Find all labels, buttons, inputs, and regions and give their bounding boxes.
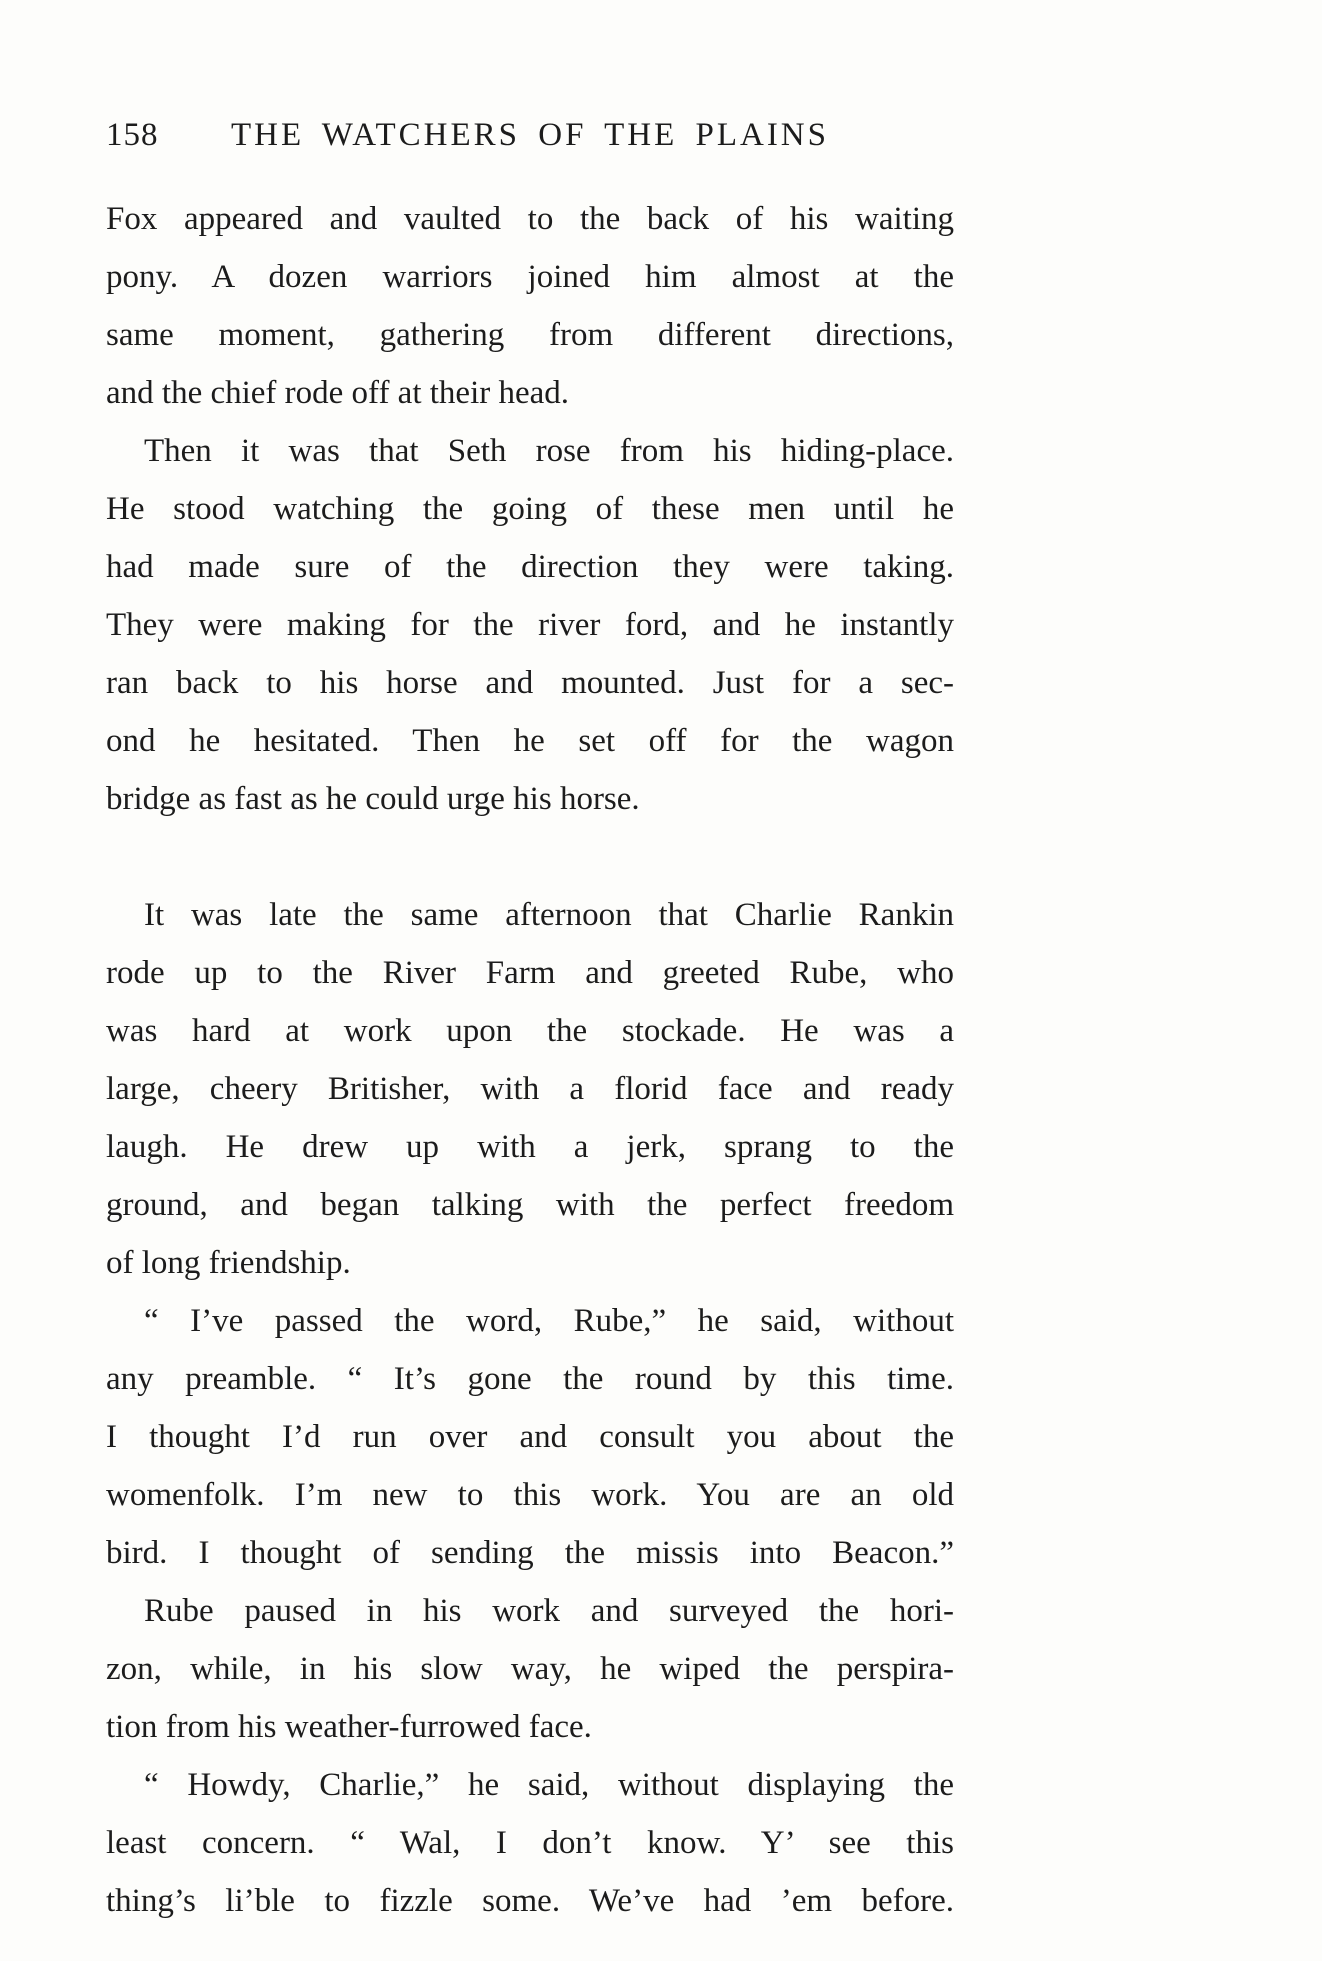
text-line: any preamble. “ It’s gone the round by this time. [106, 1361, 954, 1397]
text-line: ond he hesitated. Then he set off for the wagon [106, 723, 954, 759]
text-line: bird. I thought of sending the missis into Beacon.” [106, 1535, 954, 1571]
text-line: Fox appeared and vaulted to the back of his waiting [106, 201, 954, 237]
text-line: large, cheery Britisher, with a florid face and ready [106, 1071, 954, 1107]
text-line: rode up to the River Farm and greeted Rube, who [106, 955, 954, 991]
text-line: ground, and began talking with the perfect freedom [106, 1187, 954, 1223]
running-title: THE WATCHERS OF THE PLAINS [231, 117, 829, 153]
text-line: thing’s li’ble to fizzle some. We’ve had ’em before. [106, 1883, 954, 1919]
text-line: They were making for the river ford, and he instantly [106, 607, 954, 643]
text-line: Rube paused in his work and surveyed the hori- [144, 1593, 954, 1629]
page-content [106, 112, 954, 1930]
page-header [106, 112, 954, 158]
text-line: womenfolk. I’m new to this work. You are an old [106, 1477, 954, 1513]
text-line: It was late the same afternoon that Charlie Rankin [144, 897, 954, 933]
text-line: ran back to his horse and mounted. Just for a sec- [106, 665, 954, 701]
text-line: least concern. “ Wal, I don’t know. Y’ see this [106, 1825, 954, 1861]
text-line: same moment, gathering from different directions, [106, 317, 954, 353]
text-line: “ Howdy, Charlie,” he said, without displaying the [144, 1767, 954, 1803]
text-line: of long friendship. [106, 1245, 351, 1281]
text-line: tion from his weather-furrowed face. [106, 1709, 592, 1745]
text-line: pony. A dozen warriors joined him almost at the [106, 259, 954, 295]
paragraph [106, 1582, 954, 1756]
text-line: laugh. He drew up with a jerk, sprang to the [106, 1129, 954, 1165]
paragraph [106, 1292, 954, 1582]
page-body [106, 190, 954, 1930]
text-line: and the chief rode off at their head. [106, 375, 570, 411]
text-line: was hard at work upon the stockade. He was a [106, 1013, 954, 1049]
paragraph [106, 422, 954, 828]
paragraph [106, 1756, 954, 1930]
text-line: I thought I’d run over and consult you about the [106, 1419, 954, 1455]
text-line: bridge as fast as he could urge his horse. [106, 781, 640, 817]
page-number: 158 [106, 117, 159, 153]
paragraph [106, 886, 954, 1292]
text-line: had made sure of the direction they were taking. [106, 549, 954, 585]
text-line: “ I’ve passed the word, Rube,” he said, without [144, 1303, 954, 1339]
text-line: Then it was that Seth rose from his hiding-place. [144, 433, 954, 469]
text-line: zon, while, in his slow way, he wiped the perspira- [106, 1651, 954, 1687]
text-line: He stood watching the going of these men until he [106, 491, 954, 527]
paragraph [106, 190, 954, 422]
